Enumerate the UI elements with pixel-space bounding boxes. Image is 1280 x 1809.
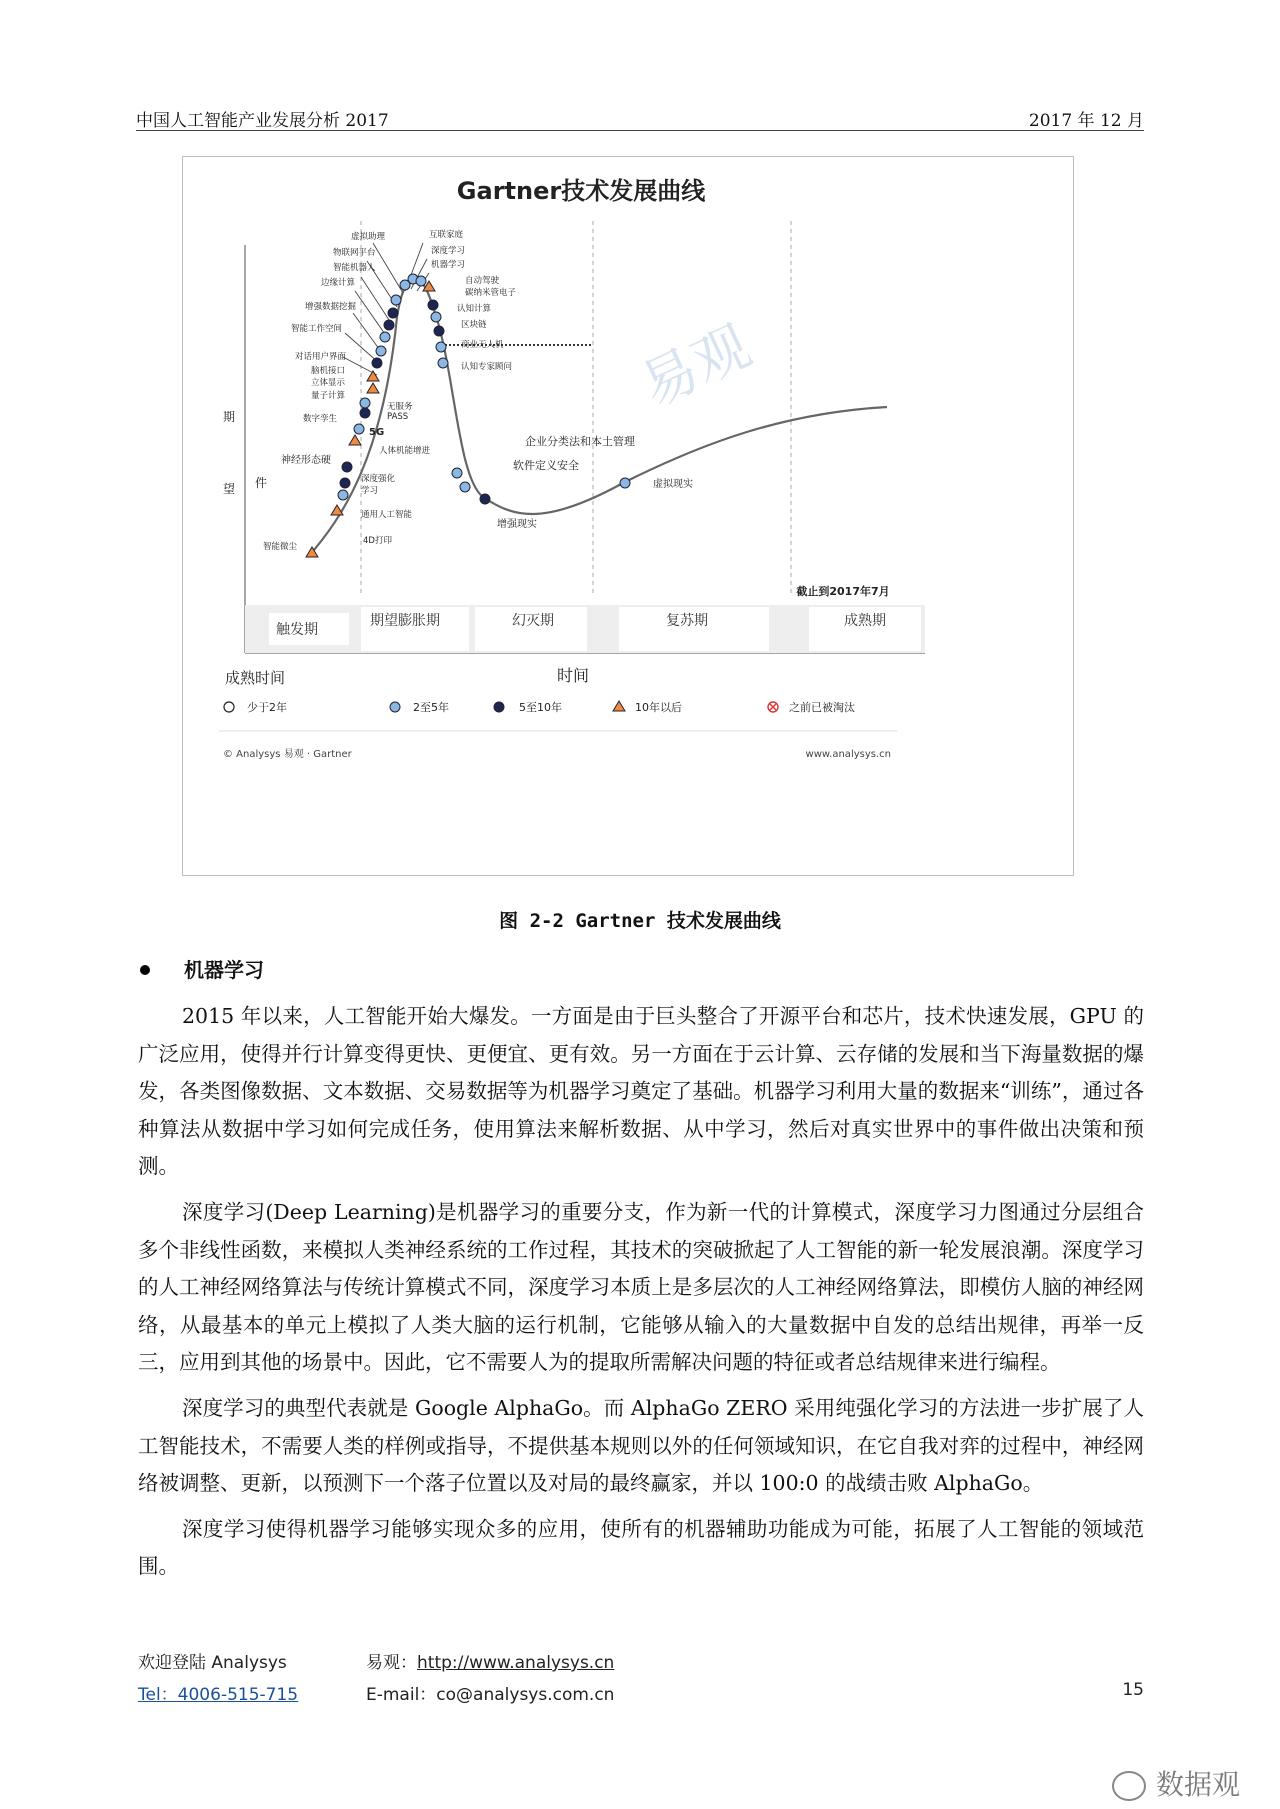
figure-watermark: 易观 [631, 313, 761, 420]
section-heading [140, 954, 264, 983]
footer-tel[interactable]: Tel：4006-515-715 [138, 1685, 299, 1705]
legend-item-2to5 [390, 700, 449, 714]
label-blockchain: 区块链 [461, 320, 487, 330]
label-connected-home: 互联家庭 [429, 230, 464, 240]
label-augmented-data: 增强数据挖掘 [305, 302, 357, 312]
label-digital-twin: 数字孪生 [303, 414, 338, 424]
label-software-defined-security: 软件定义安全 [513, 459, 579, 472]
label-quantum: 量子计算 [311, 391, 346, 401]
label-4d-printing: 4D打印 [363, 536, 392, 546]
header-date: 2017 年 12 月 [1028, 111, 1144, 131]
label-edge-computing: 边缘计算 [321, 278, 356, 288]
label-human-augmentation: 人体机能增进 [379, 446, 431, 456]
footer-welcome: 欢迎登陆 Analysys [138, 1653, 287, 1673]
label-deep-rl-2: 学习 [361, 486, 379, 496]
body-text [138, 998, 1144, 1594]
label-volumetric-display: 立体显示 [311, 378, 346, 388]
figure-title: Gartner技术发展曲线 [456, 177, 706, 205]
label-carbon-nanotube: 碳纳米管电子 [465, 288, 517, 298]
x-label: 时间 [556, 666, 590, 685]
label-cognitive-computing: 认知计算 [457, 304, 492, 314]
gartner-hype-cycle-figure [182, 156, 1074, 876]
section-title: 机器学习 [184, 958, 264, 982]
footer-row-1 [138, 1648, 1144, 1673]
label-neuromorphic: 神经形态硬 [281, 455, 331, 466]
label-serverless: 无服务 [387, 402, 413, 412]
label-smart-workspace: 智能工作空间 [291, 324, 343, 334]
page-header [136, 104, 1144, 131]
label-bci: 脑机接口 [311, 366, 346, 376]
label-iot-platform: 物联网平台 [333, 248, 376, 258]
label-machine-learning: 机器学习 [431, 260, 466, 270]
legend-item-obsolete [768, 700, 855, 714]
y-label-bottom: 望 [223, 482, 236, 496]
legend-item-10plus [613, 700, 682, 714]
bullet-icon [140, 965, 150, 975]
paragraph-1: 2015 年以来，人工智能开始大爆发。一方面是由于巨头整合了开源平台和芯片，技术快速发展，GPU 的广泛应用，使得并行计算变得更快、更便宜、更有效。另一方面在于云计算、云存储的发展和当下海量数据的爆发，各类图像数据、文本数据、交易数据等为机器学习奠定了基础。机器学习利用大量的数据来“训练”，通过各种算法从数据中学习如何完成任务，使用算法来解析数据、从中学习，然后对真实世界中的事件做出决策和预测。 [138, 1004, 1144, 1179]
label-agi: 通用人工智能 [361, 510, 413, 520]
label-deep-rl-1: 深度强化 [361, 474, 396, 484]
label-smart-robot: 智能机器人 [333, 263, 376, 273]
phase-trough: 幻灭期 [512, 613, 554, 629]
svg-text:10年以后: 10年以后 [635, 701, 682, 714]
footer-site-link[interactable]: http://www.analysys.cn [417, 1653, 615, 1673]
legend-item-lt2 [224, 700, 287, 714]
page-number: 15 [1122, 1680, 1144, 1700]
label-smart-dust: 智能微尘 [263, 542, 298, 552]
label-pass: PASS [387, 412, 409, 422]
legend-item-5to10 [494, 700, 562, 714]
svg-text:2至5年: 2至5年 [413, 701, 449, 714]
label-virtual-assistant: 虚拟助理 [351, 232, 386, 242]
label-autonomous: 自动驾驶 [465, 276, 500, 286]
svg-text:少于2年: 少于2年 [247, 701, 287, 714]
footer-email[interactable]: E-mail：co@analysys.com.cn [366, 1685, 615, 1705]
paragraph-2: 深度学习(Deep Learning)是机器学习的重要分支，作为新一代的计算模式，深度学习力图通过分层组合多个非线性函数，来模拟人类神经系统的工作过程，其技术的突破掀起了人工智能的新一轮发展浪潮。深度学习的人工神经网络算法与传统计算模式不同，深度学习本质上是多层次的人工神经网络算法，即模仿人脑的神经网络，从最基本的单元上模拟了人类大脑的运行机制，它能够从输入的大量数据中自发的总结出规律，再举一反三，应用到其他的场景中。因此，它不需要人为的提取所需解决问题的特征或者总结规律来进行编程。 [138, 1199, 1144, 1375]
phase-slope: 复苏期 [666, 613, 708, 629]
credit-right: www.analysys.cn [805, 749, 891, 760]
phase-trigger: 触发期 [276, 622, 318, 638]
paragraph-3: 深度学习的典型代表就是 Google AlphaGo。而 AlphaGo ZERO 采用纯强化学习的方法进一步扩展了人工智能技术，不需要人类的样例或指导，不提供基本规则以外的任何领域知识，在它自我对弈的过程中，神经网络被调整、更新，以预测下一个落子位置以及对局的最终赢家，并以 100:0 的战绩击败 AlphaGo。 [138, 1395, 1144, 1496]
phase-plateau: 成熟期 [844, 613, 886, 629]
label-5g: 5G [369, 427, 385, 438]
paragraph-4: 深度学习使得机器学习能够实现众多的应用，使所有的机器辅助功能成为可能，拓展了人工智能的领域范围。 [138, 1516, 1144, 1579]
label-deep-learning: 深度学习 [431, 246, 466, 256]
label-augmented-reality: 增强现实 [497, 519, 537, 530]
legend-title: 成熟时间 [225, 669, 286, 687]
header-title: 中国人工智能产业发展分析 2017 [136, 111, 389, 131]
svg-text:之前已被淘汰: 之前已被淘汰 [789, 701, 855, 714]
y-label-top: 期 [223, 410, 236, 424]
footer-site [366, 1648, 614, 1673]
label-virtual-reality: 虚拟现实 [653, 479, 693, 490]
credit-left: © Analysys 易观 · Gartner [223, 749, 352, 760]
date-note: 截止到2017年7月 [796, 585, 890, 598]
label-drones: 商业无人机 [461, 340, 504, 350]
label-enterprise-taxonomy: 企业分类法和本土管理 [525, 435, 635, 448]
label-cognitive-advisor: 认知专家顾问 [461, 362, 513, 372]
phase-peak: 期望膨胀期 [370, 613, 440, 629]
footer-row-2 [138, 1680, 1144, 1705]
bottom-watermark: 数据观 [1112, 1763, 1240, 1803]
svg-text:5至10年: 5至10年 [519, 701, 562, 714]
chat-bubble-icon [1112, 1771, 1146, 1801]
footer-site-label: 易观： [366, 1653, 417, 1673]
y-label-extra: 件 [255, 476, 268, 490]
figure-caption: 图 2-2 Gartner 技术发展曲线 [499, 910, 781, 932]
label-conversational-ui: 对话用户界面 [295, 352, 347, 362]
